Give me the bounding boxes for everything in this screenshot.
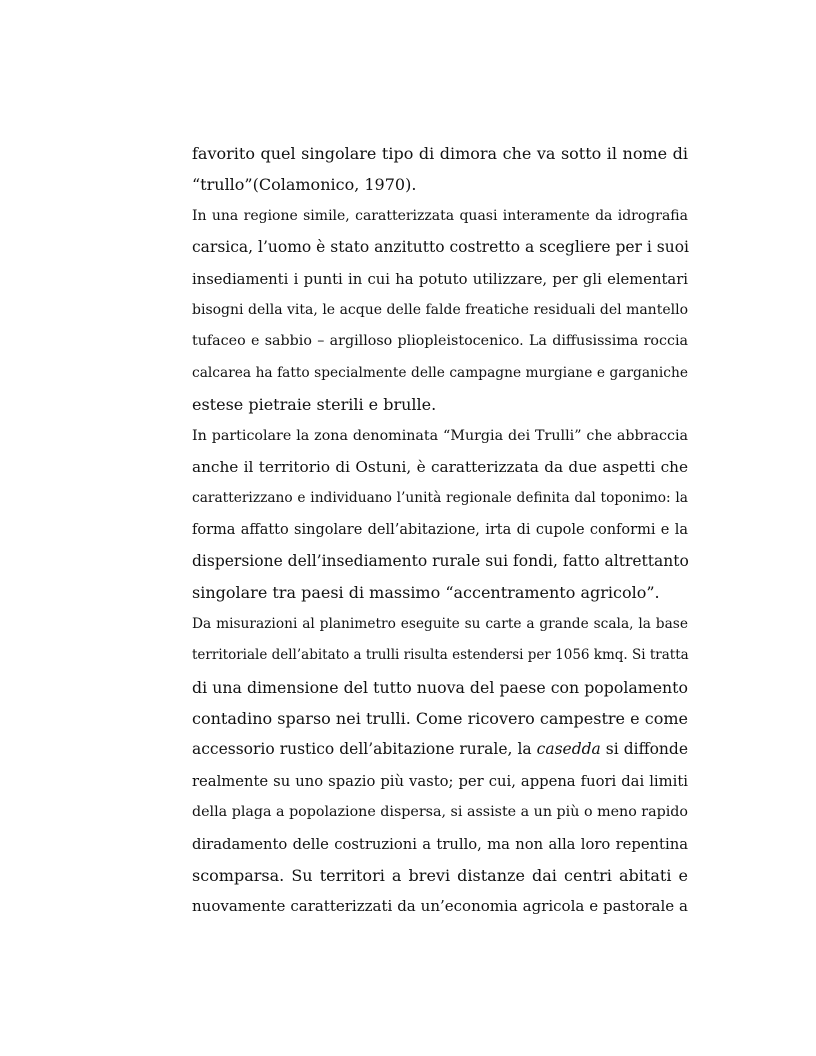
text-line: anche il territorio di Ostuni, è caratterizzata da due aspetti che [192, 457, 688, 476]
text-line: tufaceo e sabbio – argilloso pliopleistocenico. La diffusissima roccia [192, 333, 688, 350]
text-line: bisogni della vita, le acque delle falde freatiche residuali del mantello [192, 301, 688, 318]
text-line: “trullo”(Colamonico, 1970). [192, 175, 417, 195]
text-line: insediamenti i punti in cui ha potuto utilizzare, per gli elementari [192, 270, 688, 288]
text-line: scomparsa. Su territori a brevi distanze dai centri abitati e [192, 865, 688, 885]
text-line: Da misurazioni al planimetro eseguite su carte a grande scala, la base [192, 615, 688, 632]
text-line: contadino sparso nei trulli. Come ricovero campestre e come [192, 709, 688, 729]
text-line: dispersione dell’insediamento rurale sui fondi, fatto altrettanto [192, 552, 689, 571]
text-line: caratterizzano e individuano l’unità regionale definita dal toponimo: la [192, 490, 688, 507]
text-line: nuovamente caratterizzati da un’economia agricola e pastorale a [192, 897, 688, 916]
text-segment: accessorio rustico dell’abitazione rurale, la [192, 740, 532, 759]
text-line: diradamento delle costruzioni a trullo, ma non alla loro repentina [192, 835, 688, 853]
text-line: territoriale dell’abitato a trulli risulta estendersi per 1056 kmq. Si tratta [192, 647, 689, 664]
text-line: estese pietraie sterili e brulle. [192, 395, 437, 415]
text-segment: si diffonde [600, 740, 688, 759]
text-line: forma affatto singolare dell’abitazione, irta di cupole conformi e la [192, 521, 688, 538]
document-body [192, 138, 688, 923]
text-line: calcarea ha fatto specialmente delle campagne murgiane e garganiche [192, 364, 688, 381]
text-line [192, 734, 688, 765]
text-line: singolare tra paesi di massimo “accentramento agricolo”. [192, 583, 660, 603]
italic-term: casedda [536, 740, 601, 759]
text-line: di una dimensione del tutto nuova del paese con popolamento [192, 677, 688, 697]
text-line: In particolare la zona denominata “Murgia dei Trulli” che abbraccia [192, 427, 688, 444]
text-line: favorito quel singolare tipo di dimora che va sotto il nome di [192, 144, 688, 163]
text-line: In una regione simile, caratterizzata quasi interamente da idrografia [192, 207, 688, 224]
text-line: della plaga a popolazione dispersa, si assiste a un più o meno rapido [192, 804, 688, 821]
text-line: carsica, l’uomo è stato anzitutto costretto a scegliere per i suoi [192, 238, 689, 257]
text-line: realmente su uno spazio più vasto; per cui, appena fuori dai limiti [192, 772, 688, 790]
